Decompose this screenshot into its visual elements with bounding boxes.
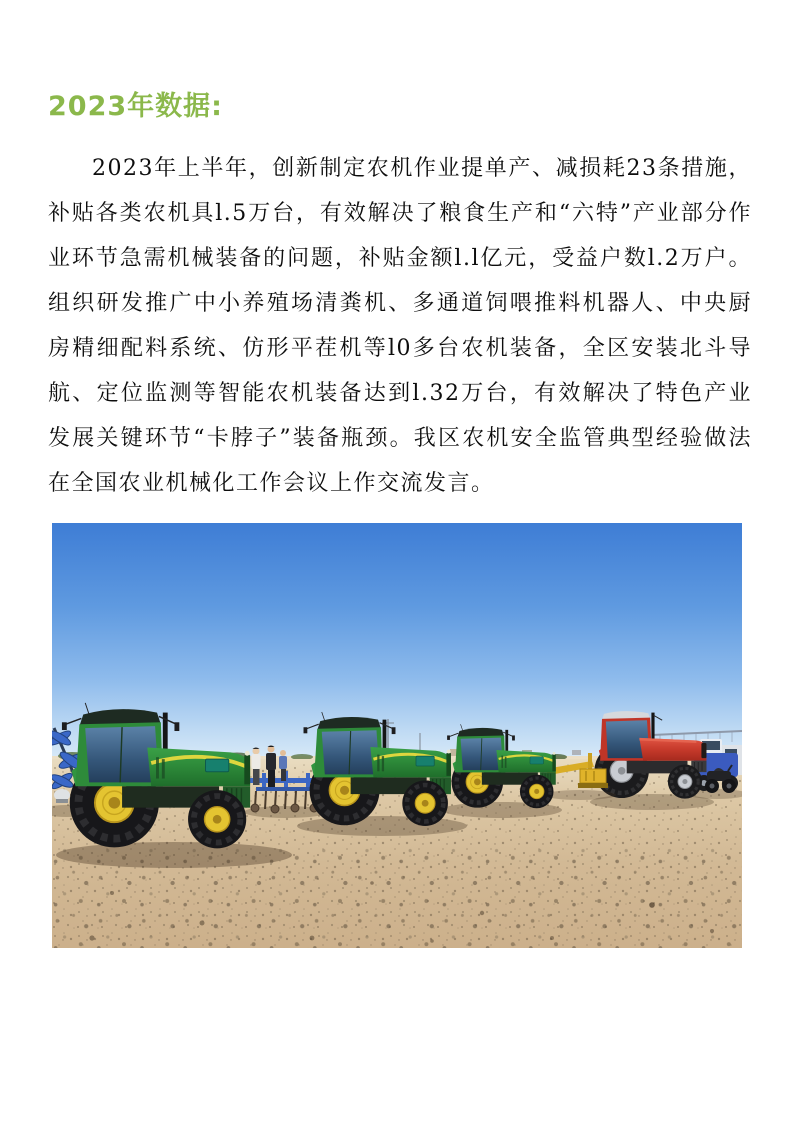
tractor-1-shadow bbox=[56, 842, 292, 868]
body-paragraph: 2023年上半年，创新制定农机作业提单产、减损耗23条措施，补贴各类农机具l.5万台，有效解决了粮食生产和“六特”产业部分作业环节急需机械装备的问题，补贴金额l.l亿元，受益户数l.2万户。组织研发推广中小养殖场清粪机、多通道饲喂推料机器人、中央厨房精细配料系统、仿形平茬机等l0多台农机装备，全区安装北斗导航、定位监测等智能农机装备达到l.32万台，有效解决了特色产业发展关键环节“卡脖子”装备瓶颈。我区农机安全监管典型经验做法在全国农业机械化工作会议上作交流发言。 bbox=[48, 156, 752, 496]
spectators bbox=[252, 746, 288, 788]
field-photo-illustration bbox=[52, 523, 742, 948]
field-photo bbox=[52, 523, 742, 948]
section-heading: 2023年数据: bbox=[48, 91, 223, 122]
